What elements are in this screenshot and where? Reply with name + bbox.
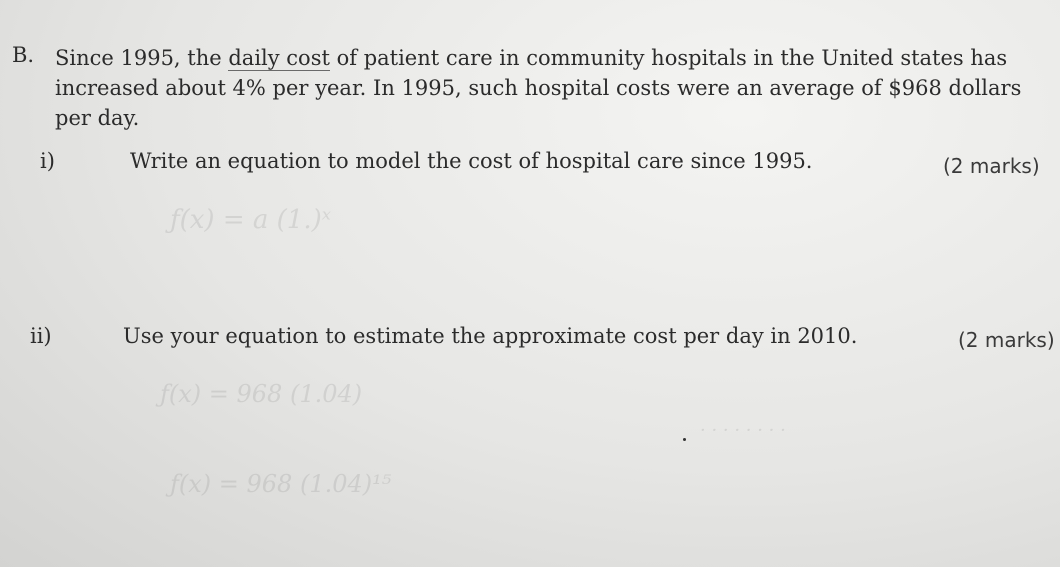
underlined-phrase: daily cost [228,46,330,70]
question-line-1-end: of patient care in community hospitals in the United states has [329,46,1008,70]
faint-pencil-mark: · · · · · · · · [700,420,786,441]
question-text [55,43,1045,133]
faint-pencil-mark: ƒ(x) = 968 (1.04) [160,380,363,408]
part-i-label: i) [40,149,55,173]
part-ii-marks: (2 marks) [958,328,1055,352]
question-line-1 [55,43,1045,73]
faint-pencil-mark: ƒ(x) = 968 (1.04)¹⁵ [170,470,392,498]
part-ii-label: ii) [30,324,52,348]
part-i-text: Write an equation to model the cost of hospital care since 1995. [130,149,813,173]
part-i-marks: (2 marks) [943,154,1040,178]
question-line-1-start: Since 1995, the [55,46,229,70]
question-line-3: per day. [55,106,140,130]
pencil-dot [683,438,686,441]
question-line-2: increased about 4% per year. In 1995, such hospital costs were an average of $968 dollars [55,76,1022,100]
part-ii-text: Use your equation to estimate the approximate cost per day in 2010. [123,324,858,348]
question-label: B. [12,43,35,67]
faint-pencil-mark: ƒ(x) = a (1.)ˣ [170,205,331,235]
